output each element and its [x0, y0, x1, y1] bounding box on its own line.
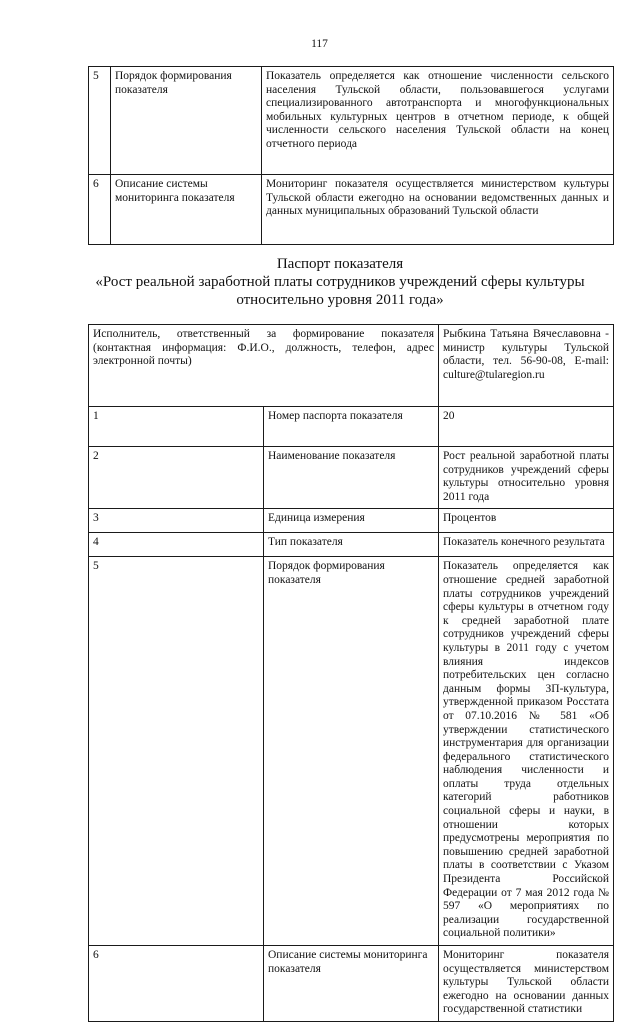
row-number: 2: [89, 447, 264, 509]
row-number: 6: [89, 175, 111, 245]
row-value: Рост реальной заработной платы сотрудников учреждений сферы культуры относительно уровня 2011 года: [439, 447, 614, 509]
executor-row: [89, 325, 614, 407]
page-number: 117: [311, 38, 328, 50]
row-label: Описание системы мониторинга показателя: [111, 175, 262, 245]
table-row: [89, 407, 614, 447]
row-number: 6: [89, 946, 264, 1022]
row-label: Порядок формирования показателя: [264, 557, 439, 946]
table-row: [89, 557, 614, 946]
continued-passport-table: [88, 66, 614, 245]
row-label: Наименование показателя: [264, 447, 439, 509]
row-number: 4: [89, 533, 264, 557]
row-label: Тип показателя: [264, 533, 439, 557]
row-value: Показатель конечного результата: [439, 533, 614, 557]
row-number: 5: [89, 557, 264, 946]
row-value: Показатель определяется как отношение средней заработной платы сотрудников учреждений сферы культуры в отчетном году к средней заработной плате сотрудников учреждений сферы культуры в 2011 году с учетом влияния индексов потребительских цен согласно данным формы ЗП-культура, утвержденной приказом Росстата от 07.10.2016 № 581 «Об утверждении статистического инструментария для организации федерального статистического наблюдения численности и оплаты труда отдельных категорий работников социальной сферы и науки, в отношении которых предусмотрены мероприятия по повышению средней заработной платы в соответствии с Указом Президента Российской Федерации от 7 мая 2012 года № 597 «О мероприятиях по реализации государственной социальной политики»: [439, 557, 614, 946]
table-row: [89, 175, 614, 245]
row-label: Единица измерения: [264, 509, 439, 533]
row-value: Процентов: [439, 509, 614, 533]
row-number: 1: [89, 407, 264, 447]
row-number: 5: [89, 67, 111, 175]
row-label: Номер паспорта показателя: [264, 407, 439, 447]
table-row: [89, 447, 614, 509]
passport-subtitle-line-1: «Рост реальной заработной платы сотрудников учреждений сферы культуры: [95, 274, 585, 290]
passport-subtitle-line-2: относительно уровня 2011 года»: [236, 292, 444, 308]
table-row: [89, 533, 614, 557]
executor-value: Рыбкина Татьяна Вячеславовна - министр культуры Тульской области, тел. 56-90-08, E-mail: culture@tularegion.ru: [439, 325, 614, 407]
row-label: Описание системы мониторинга показателя: [264, 946, 439, 1022]
row-number: 3: [89, 509, 264, 533]
passport-table: [88, 324, 614, 1022]
table-row: [89, 509, 614, 533]
row-label: Порядок формирования показателя: [111, 67, 262, 175]
row-value: 20: [439, 407, 614, 447]
executor-label: Исполнитель, ответственный за формирование показателя (контактная информация: Ф.И.О., должность, телефон, адрес электронной почты): [89, 325, 439, 407]
table-row: [89, 67, 614, 175]
row-value: Показатель определяется как отношение численности сельского населения Тульской области, пользовавшегося услугами специализированного автотранспорта и многофункциональных мобильных культурных центров в отчетном периоде, к общей численности сельского населения Тульской области на конец отчетного периода: [262, 67, 614, 175]
row-value: Мониторинг показателя осуществляется министерством культуры Тульской области ежегодно на основании ведомственных данных и данных муниципальных образований Тульской области: [262, 175, 614, 245]
passport-title: Паспорт показателя: [276, 256, 404, 272]
row-value: Мониторинг показателя осуществляется министерством культуры Тульской области ежегодно на основании данных государственной статистики: [439, 946, 614, 1022]
table-row: [89, 946, 614, 1022]
